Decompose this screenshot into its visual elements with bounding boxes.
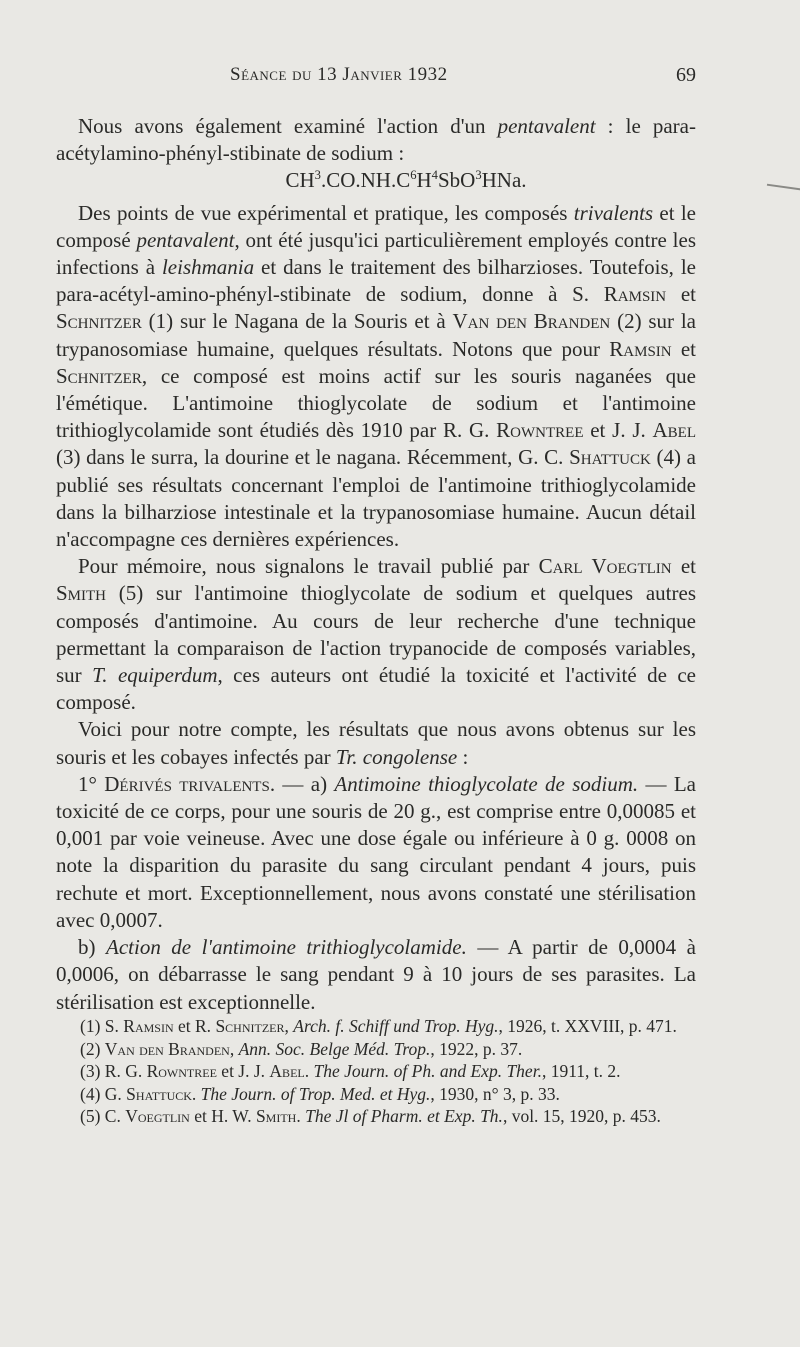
page-number: 69	[676, 64, 696, 86]
running-head: Séance du 13 Janvier 1932	[230, 64, 448, 85]
footnote-4: (4) G. Shattuck. The Journ. of Trop. Med. et Hyg., 1930, n° 3, p. 33.	[80, 1083, 560, 1104]
paragraph-5: 1° Dérivés trivalents. — a) Antimoine thioglycolate de sodium. — La toxicité de ce corps, pour une souris de 20 g., est comprise entre 0,00085 et 0,001 par voie veineuse. Avec une dose égale ou inférieure à 0 g. 0008 on note la disparition du parasite du sang circulant pendant 4 jours, puis rechute et mort. Exceptionnellement, nous avons constaté une stérilisation avec 0,0007.	[56, 771, 696, 932]
page-header	[0, 64, 800, 94]
footnote-5: (5) C. Voegtlin et H. W. Smith. The Jl of Pharm. et Exp. Th., vol. 15, 1920, p. 453.	[80, 1106, 661, 1127]
footnote-3: (3) R. G. Rowntree et J. J. Abel. The Journ. of Ph. and Exp. Ther., 1911, t. 2.	[80, 1061, 621, 1082]
footnotes	[58, 1015, 698, 1128]
margin-mark	[765, 184, 800, 203]
paragraph-3: Pour mémoire, nous signalons le travail publié par Carl Voegtlin et Smith (5) sur l'antimoine thioglycolate de sodium et quelques autres composés d'antimoine. Au cours de leur recherche d'une technique permettant la comparaison de l'action trypanocide de composés variables, sur T. equiperdum, ces auteurs ont étudié la toxicité et l'activité de ce composé.	[56, 554, 696, 715]
paragraph-4: Voici pour notre compte, les résultats que nous avons obtenus sur les souris et les cobayes infectés par Tr. congolense :	[56, 717, 696, 769]
body-text	[56, 113, 696, 1016]
paragraph-1: Nous avons également examiné l'action d'un pentavalent : le para-acétylamino-phényl-stibinate de sodium :	[56, 114, 696, 166]
footnote-1: (1) S. Ramsin et R. Schnitzer, Arch. f. Schiff und Trop. Hyg., 1926, t. XXVIII, p. 471.	[80, 1016, 677, 1036]
chemical-formula: $CH^3.CO.NH.C^6H^4SbO^3HNa$.	[285, 168, 527, 193]
paragraph-6: b) Action de l'antimoine trithioglycolamide. — A partir de 0,0004 à 0,0006, on débarrasse le sang pendant 9 à 10 jours de ses parasites. La stérilisation est exceptionnelle.	[56, 935, 696, 1014]
paragraph-2: Des points de vue expérimental et pratique, les composés trivalents et le composé pentavalent, ont été jusqu'ici particulièrement employés contre les infections à leishmania et dans le traitement des bilharzioses. Toutefois, le para-acétyl-amino-phényl-stibinate de sodium, donne à S. Ramsin et Schnitzer (1) sur le Nagana de la Souris et à Van den Branden (2) sur la trypanosomiase humaine, quelques résultats. Notons que pour Ramsin et Schnitzer, ce composé est moins actif sur les souris naganées que l'émétique. L'antimoine thioglycolate de sodium et l'antimoine trithioglycolamide sont étudiés dès 1910 par R. G. Rowntree et J. J. Abel (3) dans le surra, la dourine et le nagana. Récemment, G. C. Shattuck (4) a publié ses résultats concernant l'emploi de l'antimoine trithioglycolamide dans la bilharziose intestinale et la trypanosomiase humaine. Aucun détail n'accompagne ces dernières expériences.	[56, 200, 697, 552]
footnote-2: (2) Van den Branden, Ann. Soc. Belge Méd. Trop., 1922, p. 37.	[80, 1038, 523, 1059]
